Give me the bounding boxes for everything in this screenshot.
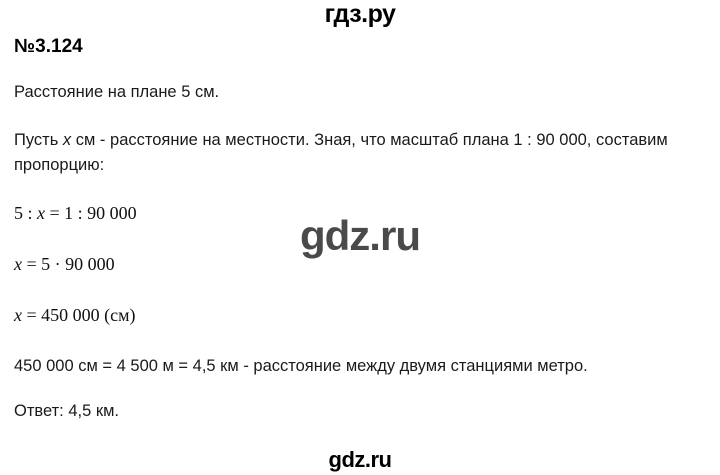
statement-line-2: Пусть x см - расстояние на местности. Зная, что масштаб плана 1 : 90 000, составим пропорцию:: [14, 130, 668, 175]
site-logo-top: гдз.ру: [324, 0, 396, 28]
answer-line: Ответ: 4,5 км.: [14, 401, 119, 420]
equation-3: x = 450 000 (см): [14, 305, 136, 326]
equation-2: x = 5 · 90 000: [14, 253, 115, 274]
equation-1: 5 : x = 1 : 90 000: [14, 202, 137, 223]
statement-line-1: Расстояние на плане 5 см.: [14, 83, 220, 101]
solution-content: [14, 36, 704, 421]
site-logo-bottom: gdz.ru: [328, 447, 392, 472]
statement-line-3: 450 000 см = 4 500 м = 4,5 км - расстояние между двумя станциями метро.: [14, 357, 588, 376]
watermark: gdz.ru: [300, 212, 420, 259]
task-number: №3.124: [14, 36, 83, 57]
